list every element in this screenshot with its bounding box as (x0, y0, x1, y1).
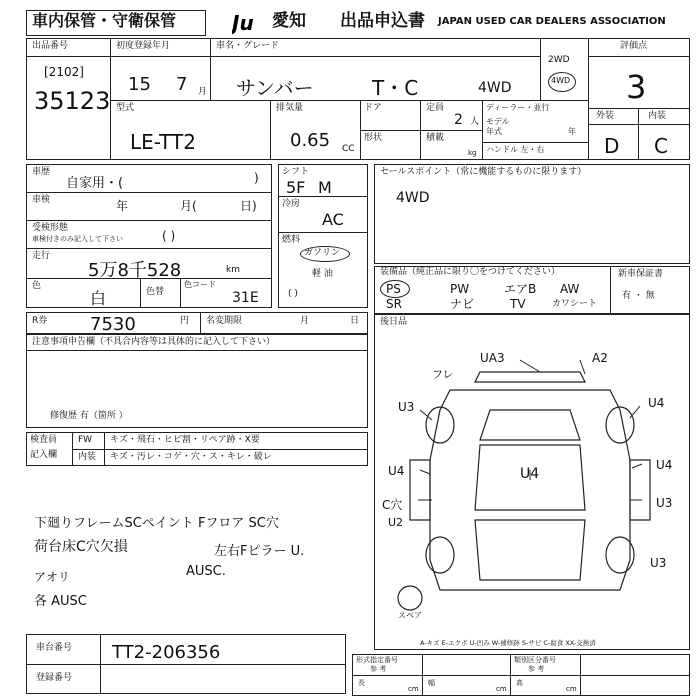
recycle-unit: 円 (180, 316, 190, 326)
dealer-handle: ハンドル 左・右 (486, 145, 545, 154)
name-change-label: 名変期限 (206, 316, 243, 326)
form-title: 出品申込書 (340, 11, 425, 31)
name-change-day: 日 (350, 316, 360, 326)
equipment-label: 装備品（純正品に限り〇をつけてください） (380, 267, 561, 277)
sales-value: 4WD (396, 190, 430, 206)
rating-label: 評価点 (620, 41, 648, 51)
logo-icon (232, 11, 272, 33)
spec-width-cm: cm (496, 685, 507, 693)
equip-navi: ナビ (450, 297, 475, 311)
shift-value2: M (318, 178, 332, 197)
repair-history: 修復歴 有（箇所 ） (50, 411, 128, 421)
warranty-value: 有 ・ 無 (622, 291, 655, 301)
dealer-l1: ディーラー・並行 (486, 103, 550, 112)
mileage-value: 5万8千528 (88, 260, 182, 281)
lot-number: 35123 (34, 87, 111, 115)
note-line-6: 各 AUSC (34, 594, 87, 609)
displacement-unit: CC (342, 144, 355, 154)
inspection-sub: 車検付きのみ記入して下さい (32, 235, 123, 243)
mark-u3-left: U3 (398, 400, 415, 414)
mark-frame: フレ (432, 368, 454, 381)
mark-u3-right2: U3 (650, 556, 667, 570)
cooling-value: AC (322, 210, 344, 229)
name-change-month: 月 (300, 316, 310, 326)
legend: A-キズ E-エクボ U-凹み W-補修跡 S-サビ C-腐食 XX-交換済 (420, 639, 596, 647)
sales-label: セールスポイント（常に機能するものに限ります） (380, 167, 587, 177)
body-outline (430, 390, 630, 590)
inspection-paren: ( ) (162, 229, 176, 243)
exterior-label: 外装 (596, 111, 615, 121)
inspector-label1: 検査員 (30, 435, 58, 445)
color-change: 色替 (146, 287, 165, 297)
note-line-3: 左右Fピラー U. (214, 544, 305, 559)
lot-sub: [2102] (44, 65, 84, 79)
note-line-1: 下廻りフレームSCペイント Fフロア SC穴 (34, 516, 279, 531)
fw-label: FW (78, 435, 93, 445)
interior-items: キズ・汚レ・コゲ・穴・ス・キレ・破レ (110, 452, 272, 462)
equip-sr: SR (386, 297, 402, 311)
dealer-l3: 年式 (486, 127, 502, 136)
mark-u4-center: U4 (520, 466, 540, 482)
color-value: 白 (90, 289, 107, 308)
fuel-label: 燃料 (282, 235, 301, 245)
svg-text:Ju: Ju (232, 11, 254, 35)
model-grade: T・C (372, 76, 419, 100)
mark-a2: A2 (592, 351, 608, 365)
storage-label: 車内保管・守衛保管 (32, 11, 177, 30)
reg-number-label: 登録番号 (36, 673, 73, 683)
shift-label: シフト (282, 167, 310, 177)
chassis-label: 車台番号 (36, 643, 73, 653)
dealer-year-unit: 年 (568, 127, 576, 136)
spec-width: 幅 (428, 679, 435, 687)
mileage-unit: km (226, 265, 240, 275)
registration-month-unit: 月 (198, 87, 208, 97)
mark-u2: U2 (388, 516, 404, 529)
equip-airbag: エアB (504, 282, 537, 296)
equip-pw: PW (450, 282, 470, 296)
org-name: 愛知 (272, 11, 306, 31)
type-value: LE-TT2 (130, 130, 196, 154)
registration-month: 7 (176, 74, 188, 95)
car-diagram (380, 350, 680, 630)
registration-label: 初度登録年月 (116, 41, 171, 51)
inspection-label: 受検形態 (32, 223, 69, 233)
color-label: 色 (32, 281, 42, 291)
fw-items: キズ・飛石・ヒビ割・リペア跡・X要 (110, 435, 260, 445)
fuel-diesel: 軽 油 (312, 269, 333, 279)
equip-ps: PS (386, 282, 401, 296)
mark-ua3: UA3 (480, 351, 505, 365)
mileage-label: 走行 (32, 251, 51, 261)
english-title: JAPAN USED CAR DEALERS ASSOCIATION (438, 16, 666, 27)
equip-tv: TV (510, 297, 526, 311)
registration-year: 15 (128, 74, 151, 95)
mark-u4-left: U4 (388, 464, 405, 478)
recycle-frame (26, 312, 368, 334)
drive-4wd-value: 4WD (551, 76, 571, 85)
shaken-day: 日) (240, 199, 257, 213)
equip-aw: AW (560, 282, 580, 296)
displacement-value: 0.65 (290, 130, 331, 151)
spare-label: スペア (398, 611, 422, 620)
history-value: 自家用・( (66, 176, 124, 191)
model-label: 車名・グレード (216, 41, 280, 51)
shaken-month: 月( (180, 199, 197, 213)
fuel-paren: ( ) (288, 289, 298, 299)
history-label: 車歴 (32, 167, 51, 177)
notes-label: 注意事項申告欄（不具合内容等は具体的に記入して下さい） (32, 337, 276, 347)
model-name: サンバー (236, 76, 314, 100)
drive-2wd-label: 2WD (548, 55, 570, 65)
fuel-gas: ガソリン (304, 248, 341, 258)
spec-l2: 類別区分番号 (514, 656, 556, 664)
lot-label: 出品番号 (32, 41, 69, 51)
spec-length-cm: cm (408, 685, 419, 693)
spec-height: 高 (516, 679, 523, 687)
exterior-grade: D (604, 134, 620, 158)
capacity-value: 2 (454, 112, 463, 128)
load-label: 積載 (426, 133, 445, 143)
warranty-label: 新車保証書 (618, 269, 664, 279)
door-shape-label: 形状 (364, 133, 383, 143)
recycle-label: R券 (32, 316, 48, 326)
displacement-label: 排気量 (276, 103, 304, 113)
dealer-l2: モデル (486, 117, 510, 126)
shaken-year: 年 (116, 199, 129, 213)
cooling-label: 冷房 (282, 199, 301, 209)
door-label: ドア (364, 103, 382, 113)
mark-u4-right: U4 (656, 458, 673, 472)
recycle-value: 7530 (90, 314, 136, 335)
spec-l1b: 参 考 (370, 665, 387, 673)
note-line-4: AUSC. (186, 564, 226, 579)
rating-score: 3 (626, 68, 647, 106)
inspector-label2: 記入欄 (30, 450, 58, 460)
chassis-value: TT2-206356 (112, 642, 221, 663)
color-code: 31E (232, 290, 259, 306)
interior-row-label: 内装 (78, 452, 97, 462)
color-code-label: 色コード (184, 280, 216, 289)
model-drive: 4WD (478, 80, 512, 96)
equip-leather: カワシート (552, 299, 598, 309)
spec-height-cm: cm (566, 685, 577, 693)
mark-c-hole: C穴 (382, 498, 403, 512)
type-label: 型式 (116, 103, 135, 113)
history-close: ) (254, 171, 259, 185)
post-reg-label: 後日品 (380, 317, 408, 327)
interior-label: 内装 (648, 111, 667, 121)
interior-grade: C (654, 134, 668, 158)
spec-length: 長 (358, 679, 365, 687)
load-unit: kg (468, 149, 477, 157)
mark-u3-right: U3 (656, 496, 673, 510)
spec-l2b: 参 考 (528, 665, 545, 673)
spec-l1: 形式指定番号 (356, 656, 398, 664)
shift-value: 5F (286, 178, 306, 197)
capacity-unit: 人 (470, 117, 480, 127)
note-line-2: 荷台床C穴欠損 (34, 539, 128, 555)
note-line-5: アオリ (34, 570, 70, 584)
mark-u4-right-top: U4 (648, 396, 665, 410)
shaken-label: 車検 (32, 195, 51, 205)
capacity-label: 定員 (426, 103, 445, 113)
sales-frame (374, 164, 690, 264)
